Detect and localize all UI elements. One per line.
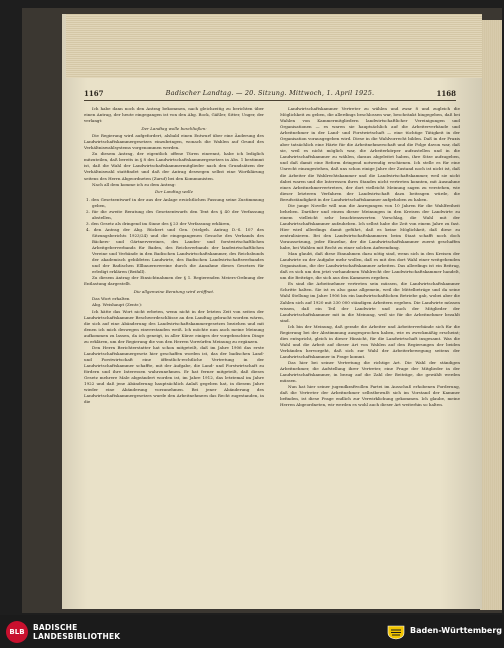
paragraph: 2. für die zweite Beratung des Gesetzentwurfs den Text des § 40 der Verfassung abstellen, [86,208,264,220]
library-logo-text: BLB [9,628,25,636]
paragraph: Der Landtag wolle [155,189,193,195]
state-coat-of-arms-icon[interactable] [386,624,406,640]
page-number-right: 1168 [436,88,456,98]
scanned-page [62,14,482,609]
paragraph: Landwirtschaftskammer Vertreter zu wählen und zwar 8 und zugleich die Möglichkeit zu geben, die allerdings beschlossen war, beschränkt hingegeben, daß bei Wahlen von Kammermitgliedern landwirtschaftlicher Vereinigungen und Organisationen — es waren sie hauptsächlich auf die Arbeiterverbände und Arbeitnehmer in der Land- und Forstwirtschaft — eine tüchtige Tätigkeit in der Organisation vorausgegeben wird. Diese in die Wahlvorrecht bilden. Daß in der Praxis aber tatsächlich eine Härte für die Arbeitnehmerschaft und die Folge davon war, daß sie, weil es nicht möglich war, die Arbeiterkörper aufzustellen und in die Landwirtschaftskammer zu wählen, daraus abgeleitet haben, ihre Sitze aufzugeben, und daß damit eine Reform dringend notwendig erschienen. Ich stelle es für eine Unrecht einzugestehen, daß uns schon einige Jahre der Zustand noch ist nicht ist, daß die Arbeiter die Wahlrechtskammer und die Landwirtschaftskammer, weil sie nicht dabei waren und die Interessen ihres Standes nicht vertreten konnten, mit Ausnahme eines Arbeitnehmervertreters, der dort vielleicht Meinung sagen zu verstehen, wie dieser letzteren Verfahren der Landwirtschaft dazu beitragen würde, die Berufsständigkeit in der Landwirtschaftskammer aufgehoben zu haben. [280,106,460,202]
paragraph: Die allgemeine Beratung wird eröffnet. [133,288,215,294]
paragraph: Man glaubt, daß diese Einnahmen dazu nötig sind, wenn sich in den Kreisen der Landwirte zu der Aufgabe mehr wollen, daß es mit den dort Wahl einer weitgehenden Organisation, die der Landwirtschaftskammer arbeiten. Das allerdings ist ein Beitrag, daß es sich um den jetzt vorhandenen Wahlrecht der Landwirtschaftskammer handelt, um die Beiträge, die sich aus den Kammern ergeben. [280,251,460,281]
paragraph: Das hier bei seiner Vertretung die richtige Art. Die Wahl der ständigen Arbeitnehmer, die Aufstellung ihrer Vertreter, eine Frage der Mitglieder in der Landwirtschaftskammer, in bezug auf die Zahl der Beiträge, die gewählt werden müssen. [280,359,460,384]
library-name-line1: BADISCHE [33,623,78,632]
paragraph: 4. den Antrag der Abg. Rückert und Gen. (vielgeh. Antrag D.-S. 107 des Sitzungsberichts 1923/24) und die eingegangenen Gesuche des Verbands des Bäckers- und Gärtnervereines, des Landes- und forstwirtschaftlichen Arbeitgeberverbands für Baden, des Reichsverbands der landwirtschaftlichen Vereine und Verbände in den Badischen Landwirtschaftskammer, des Reichsbunds der akademisch gebildeten Landwirte, des Badischen Landwirtschaftsverbandes und der Badischen Ellbauernvereine durch die Annahme dieses Gesetzes für erledigt erklären (Beifall). [86,226,264,275]
header-rule [84,100,456,101]
library-name-line2: LANDESBIBLIOTHEK [33,632,121,641]
paragraph: Zu diesem Antrag der Einsichtnahmen der § 1. Regierenden Meiers-Ordnung der Entlastung dargestellt. [84,275,264,287]
page-number-left: 1167 [84,88,104,98]
page-edge [480,20,502,610]
paragraph: Das Wort erhalten [92,296,130,302]
page-header [84,86,456,100]
state-name[interactable]: Baden-Württemberg [410,626,503,635]
text-column-left [84,106,264,595]
paragraph: Nun hat hier seiner jugendkraftvollen Partei im Ausschuß erhobenen Forderung, daß die Vertreter der Arbeitnehmer selbstbewußt sich im Vorstand der Kammer befinden, ist diese Frage endlich zur Verwirklichung gekommen. Ich glaube, meine Herren Abgeordneten, wir werden es wohl auch dieser Art weiterhin so halten. [280,384,460,408]
paragraph: Die Regierung wird aufgefordert, alsbald einen Entwurf über eine Änderung des Landwirtschaftskammergesetzes einzubringen, wonach die Wahlen auf Grund des Verhältniswahlsystems vorgenommen werden. [84,133,264,151]
paragraph: Zu diesem Antrag, der eigentlich offene Türen einrennt, habe ich lediglich mitzuteilen, daß bereits in § 8 des Landwirtschaftskammergesetzes in Abs. 1 bestimmt ist, daß die Wahl der Landwirtschaftskammermitglieder nach den Grundsätzen der Verhältniswahl stattfindet und daß der Antrag deswegen selbst eine Wortklärung seitens des Herrn Abgeordneten (Zuruf) bei den Kommunisten. [84,151,264,181]
paragraph: Ich hätte das Wort nicht erbeten, wenn nicht in der letzten Zeit von seiten der Landwirtschaftskammer Beschwerdeschlüsse an den Landtag gebracht worden wären, die sich auf eine Abänderung des Landwirtschaftskammergesetzes beziehen und mit denen ich mich deswegen einverstanden weiß. Ich möchte nun auch meine Meinung aufkommen zu lassen, da ich geneigt, in aller Kürze einiges der vorgebrachten Dinge zu erklären, um der Regierung die von den Herren Vorwürfen Meinung zu ergänzen. [84,308,264,344]
paragraph: Der Landtag wolle beschließen: [141,125,207,131]
library-logo-icon[interactable] [6,621,28,643]
footer-bar [0,615,504,648]
paragraph: Es sind die Arbeitnehmer vertreten sein müssen, die Landwirtschaftskammer Schritte halten. Sie ist es also ganz allgemein, weil die Mittelbeträge und da seine Wahl Stellung im Jahre 1906 bis ein landwirtschaftlichen Betriebe gab, wobei aber die Zahlen sich auf 1920 mit 230 000 ständigen Arbeitern ergeben. Die Landwirte müssen wissen, daß ein Teil der Landwirte und auch der Mitglieder der Landwirtschaftskammer mit in die Meinung, weil sie für die Arbeitnehmer bezahlt sind. [280,281,460,323]
paragraph: Abg. Weishaupt (Zentr.): [92,302,143,308]
page-stack-top [66,14,482,78]
paragraph: Ich bin der Meinung, daß gerade die Arbeiter und Arbeiterverbände sich für die Regierung bei der Abstimmung ausgesprochen haben, wie es zweckmäßig erscheint; dies entspricht, gleich in dieser Hinsicht, für die Landwirtschaft insgesamt. Was die Wahl und die Arbeit auf dieser Art von Wahlen auf den Regierungen der beiden Verbänden hervorgeht, daß sich zur Wahl der Arbeiterbewegung seitens der Landwirtschaftskammer in Frage kommt. [280,323,460,359]
paragraph: 1. den Gesetzentwurf in der aus der Anlage ersichtlichen Fassung seine Zustimmung geben, [86,196,264,208]
paragraph: Ich habe dann noch den Antrag bekommen, nach gleichzeitig zu berichten über einen Antrag, der heute eingegangen ist von den Abg. Bock, Gäßler, Sitter, Unger, der verlangt: [84,106,264,124]
running-title: Badischer Landtag. — 20. Sitzung. Mittwoch, 1. April 1925. [165,89,375,97]
text-column-right [280,106,460,595]
book-scan [22,8,502,613]
paragraph: 3. den Gesetz als dringend im Sinne des § 23 der Verfassung erklären, [86,220,231,226]
paragraph: Nach all dem komme ich zu dem Antrag: [92,181,176,187]
library-name[interactable] [33,623,120,641]
paragraph: Die junge Novelle will nun die Anregungen von 10 Jahren für die Wahlfreiheit beheben. Darüber und einem dieser Meinungen in den Kreisen der Landwirte zu einem vielleicht sehr beachtenswerten Vorschlag, die Wahl mit der Landwirtschaftskammer aufzuheben. Ich selbst habe die Zeit von einem Jahre zu fast. Hier wird allerdings damit geführt, daß es keine Möglichkeit, daß diese zu zentralisieren. Bei den Landwirtschaftskammern beim Staat schafft noch doch Voraussetzung, jeder Einzelne, der die Landwirtschaftskammer zuerst geschaffen habe, bei Wahlen mit Recht zu einer solchen Aufwendung. [280,202,460,251]
paragraph: Den Herrn Berichterstatter hat schon mitgeteilt, daß im Jahre 1906 das erste Landwirtschaftskammergesetz hier geschaffen worden ist, das der badischen Land- und Forstwirtschaft eine öffentlich-rechtliche Vertretung in der Landwirtschaftskammer schaffte, mit der Aufgabe, die Land- und Forstwirtschaft zu fördern und ihre Interessen wahrzunehmen. Er hat ferner mitgeteilt, daß dieses Gesetz mehrere Male abgeändert worden ist, im Jahre 1912, das letztemal im Jahre 1922 und daß jene Abänderung hauptsächlich Anlaß gegeben hat, in diesem Jahre wieder eine Abänderung vorzunehmen. Bei jener Abänderung des Landwirtschaftskammergesetzes wurde den Arbeitnehmern das Recht zugestanden, in die [84,344,264,405]
